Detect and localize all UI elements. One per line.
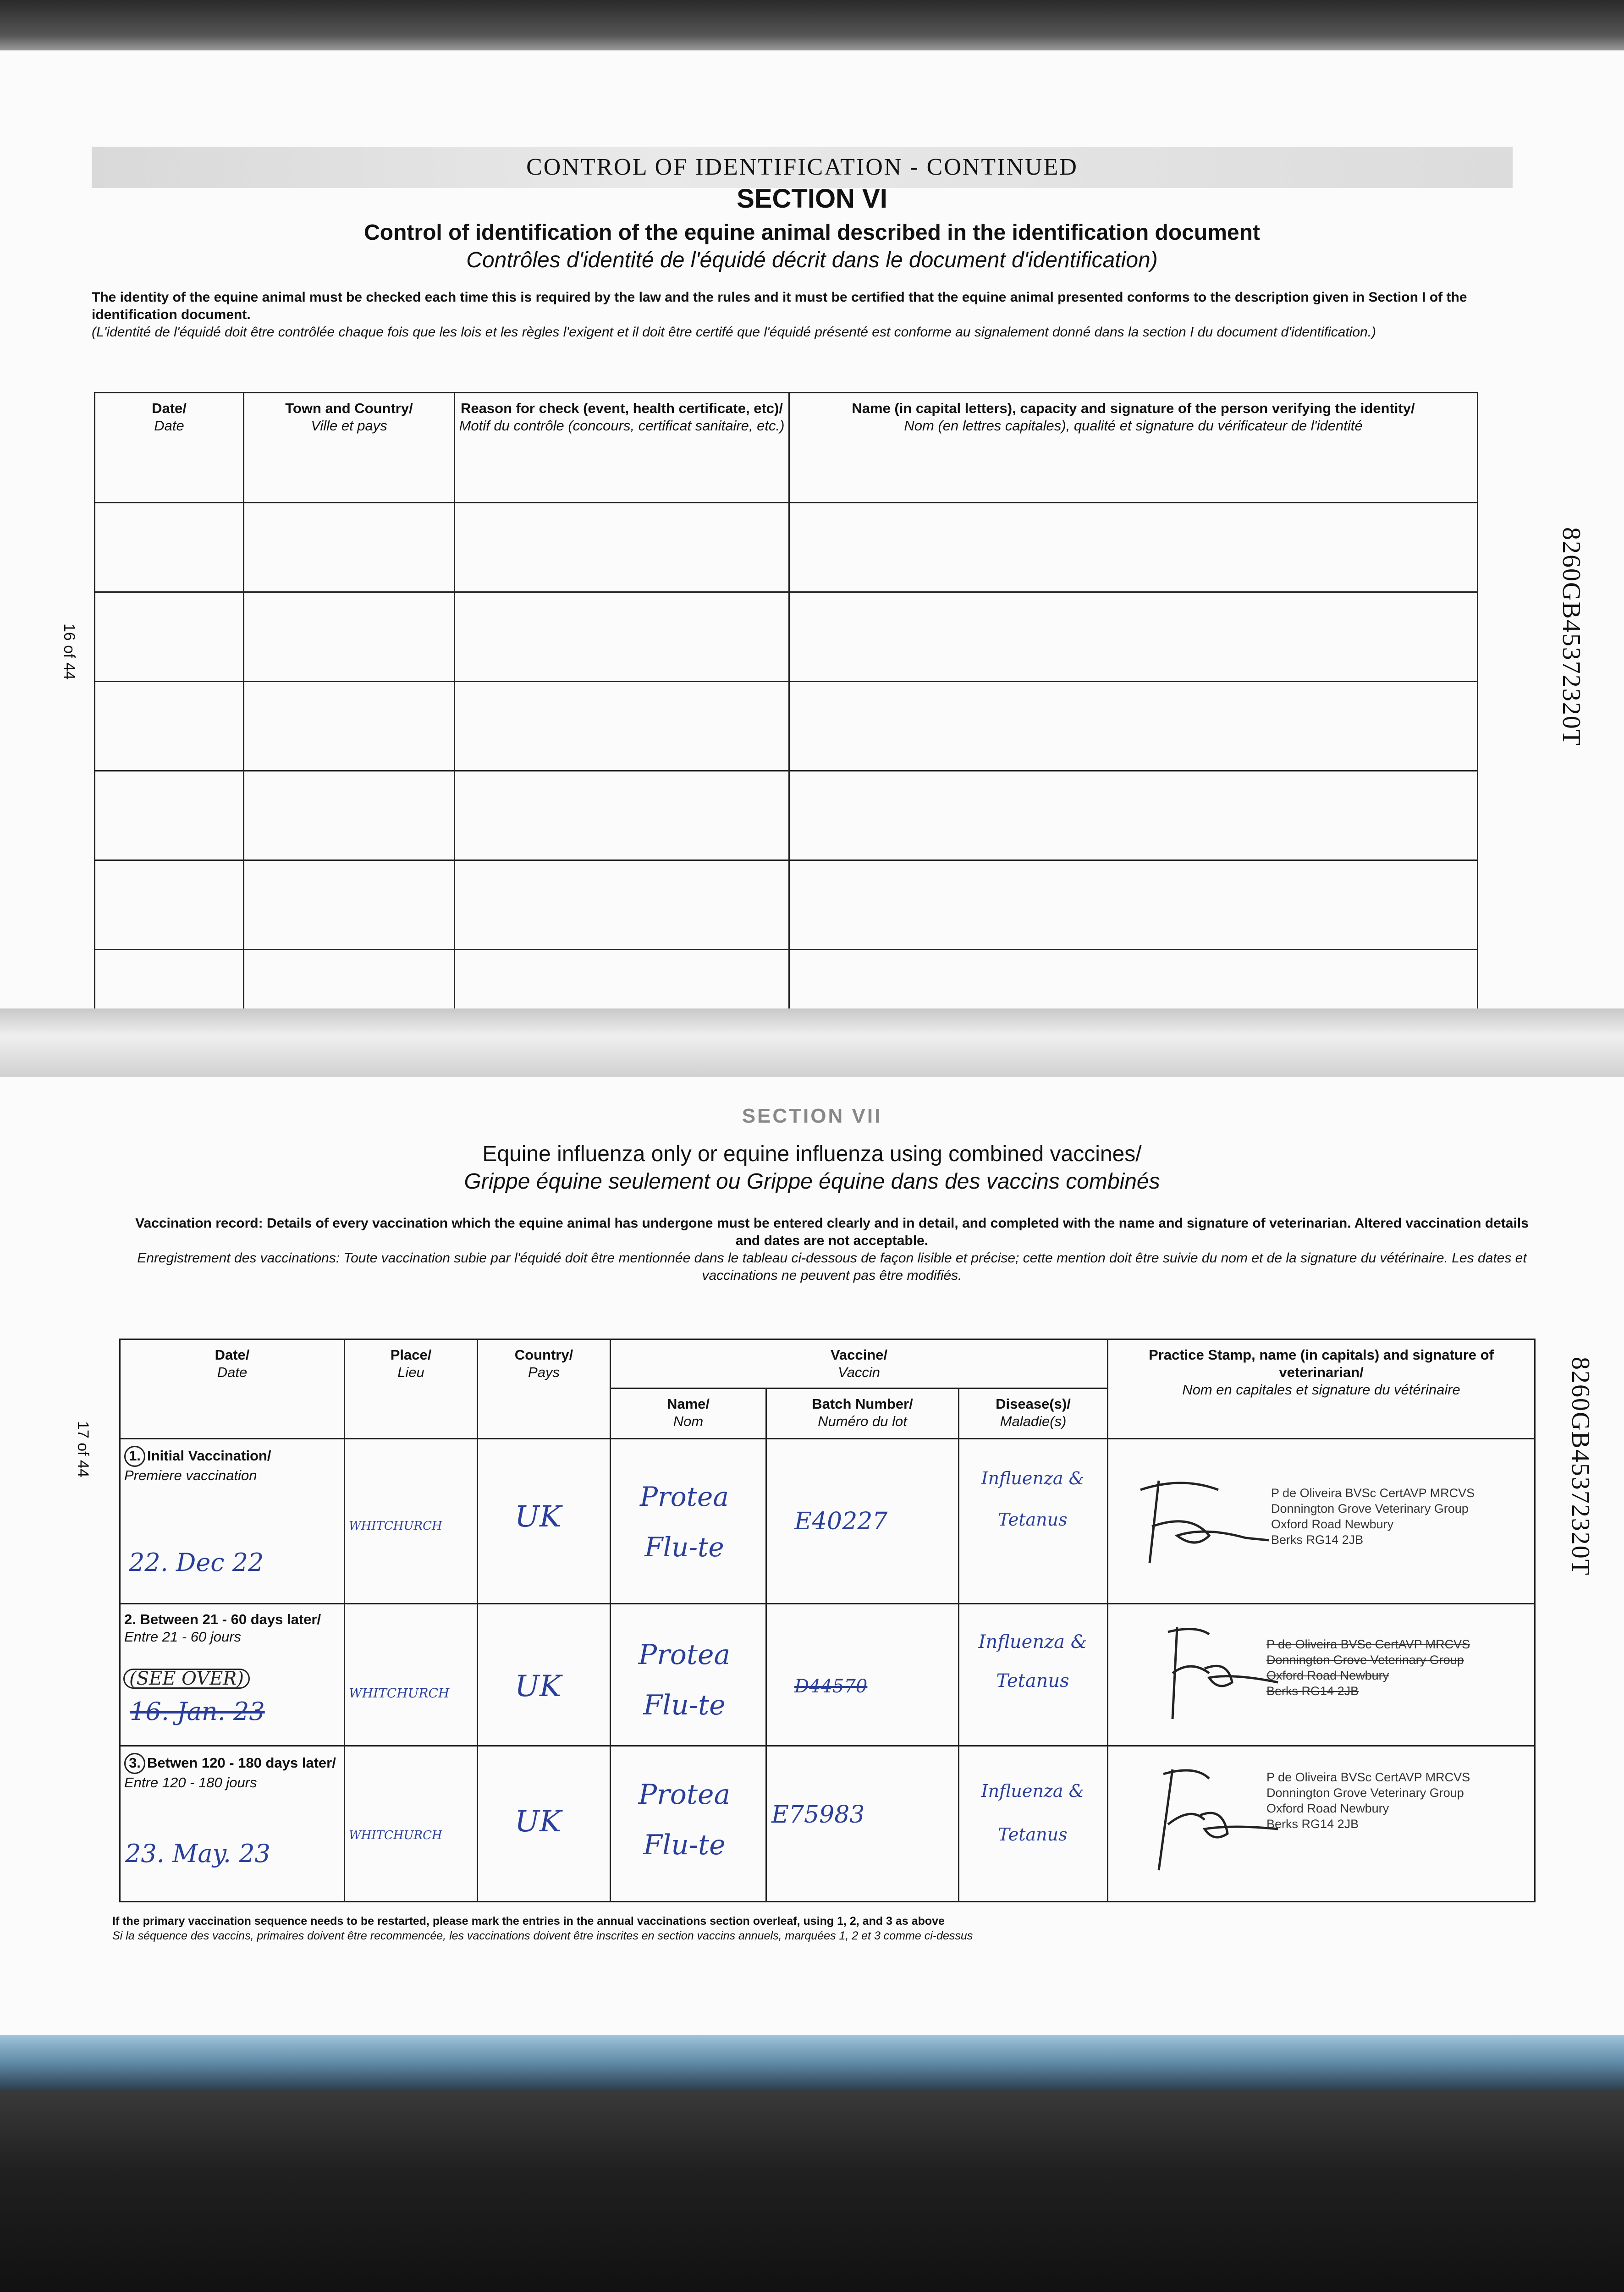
section-vi-title: SECTION VI (737, 184, 887, 214)
col-batch-number: Batch Number/ Numéro du lot (766, 1388, 959, 1439)
row-label: 2. Between 21 - 60 days later/ Entre 21 - 60 jours (SEE OVER) 16. Jan. 23 (120, 1604, 345, 1746)
vaccination-row-2 (120, 1604, 1535, 1746)
table-row (95, 950, 1478, 1019)
vaccination-instruction-fr: Enregistrement des vaccinations: Toute vaccination subie par l'équidé doit être mentionnée dans le tableau ci-dessous de façon lisible et précise; cette mention doit être suivie du nom et de la signature du vétérinaire. Les dates et vaccinations ne peuvent pas être modifiés. (137, 1251, 1527, 1283)
col-practice-stamp: Practice Stamp, name (in capitals) and signature of veterinarian/ Nom en capitales et signature du vétérinaire (1108, 1339, 1535, 1439)
vaccination-instruction-en: Vaccination record: Details of every vaccination which the equine animal has undergone must be entered clearly and in detail, and completed with the name and signature of veterinarian. Altered vaccination details and dates are not acceptable. (135, 1216, 1529, 1248)
passport-page-16 (0, 50, 1624, 1043)
page-number: 17 of 44 (74, 1421, 92, 1477)
table-row (95, 771, 1478, 860)
col-vaccine: Vaccine/ Vaccin (611, 1339, 1108, 1388)
restart-footnote (112, 1914, 973, 1943)
vaccination-table (119, 1339, 1536, 1902)
batch-number-cell: D44570 (766, 1604, 959, 1746)
section-vii-heading-fr: Grippe équine seulement ou Grippe équine dans des vaccins combinés (464, 1169, 1160, 1194)
col-date: Date/ Date (95, 393, 244, 503)
passport-page-17-body (0, 1077, 1624, 2035)
disease-cell: Influenza & Tetanus (959, 1439, 1108, 1604)
vaccination-date: 22. Dec 22 (129, 1548, 264, 1577)
col-reason: Reason for check (event, health certificate, etc)/ Motif du contrôle (concours, certificat sanitaire, etc.) (455, 393, 789, 503)
table-row (95, 682, 1478, 771)
table-row (95, 503, 1478, 592)
country-cell: UK (478, 1439, 611, 1604)
vaccination-date: 23. May. 23 (125, 1839, 270, 1868)
table-row (95, 592, 1478, 682)
identity-instruction-en: The identity of the equine animal must be checked each time this is required by the law and the rules and it must be certified that the equine animal presented conforms to the description given in Section I of the identification document. (92, 290, 1467, 322)
practice-stamp: P de Oliveira BVSc CertAVP MRCVS Donnington Grove Veterinary Group Oxford Road Newbury Berks RG14 2JB (1266, 1770, 1470, 1831)
batch-number-cell: E40227 (766, 1439, 959, 1604)
disease-cell: Influenza & Tetanus (959, 1604, 1108, 1746)
practice-stamp: P de Oliveira BVSc CertAVP MRCVS Donnington Grove Veterinary Group Oxford Road Newbury Berks RG14 2JB (1271, 1486, 1475, 1547)
vet-signature-3 (1140, 1760, 1287, 1879)
passport-id: 8260GB45372320T (1566, 1357, 1595, 1576)
batch-number-cell: E75983 (766, 1746, 959, 1902)
vet-signature-1 (1127, 1471, 1273, 1577)
section-vi-heading-fr: Contrôles d'identité de l'équidé décrit dans le document d'identification) (466, 248, 1158, 272)
identity-instruction (92, 289, 1494, 341)
section-banner: CONTROL OF IDENTIFICATION - CONTINUED (92, 147, 1513, 188)
col-town-country: Town and Country/ Ville et pays (244, 393, 455, 503)
country-cell: UK (478, 1746, 611, 1902)
vaccine-name-cell: Protea Flu-te (611, 1746, 766, 1902)
scanner-edge-bottom (0, 2090, 1624, 2292)
section-vii-heading-en: Equine influenza only or equine influenza using combined vaccines/ (482, 1142, 1142, 1166)
table-row (95, 860, 1478, 950)
row-label: 3. Betwen 120 - 180 days later/ Entre 120 - 180 jours 23. May. 23 (120, 1746, 345, 1902)
restart-footnote-en: If the primary vaccination sequence needs to be restarted, please mark the entries in the annual vaccinations section overleaf, using 1, 2, and 3 as above (112, 1915, 945, 1928)
passport-id: 8260GB45372320T (1557, 527, 1585, 746)
row-label: 1. Initial Vaccination/ Premiere vaccination 22. Dec 22 (120, 1439, 345, 1604)
vaccination-row-3 (120, 1746, 1535, 1902)
place-cell: WHITCHURCH (345, 1439, 478, 1604)
identity-instruction-fr: (L'identité de l'équidé doit être contrôlée chaque fois que les lois et les règles l'exigent et il doit être certifé que l'équidé présenté est conforme au signalement donné dans la section I du document d'identification.) (92, 325, 1376, 340)
place-cell: WHITCHURCH (345, 1746, 478, 1902)
vaccination-instruction (124, 1215, 1540, 1284)
see-over-note: (SEE OVER) (123, 1669, 250, 1689)
col-country: Country/ Pays (478, 1339, 611, 1439)
practice-stamp-cell (1108, 1604, 1535, 1746)
passport-cover-edge (0, 2035, 1624, 2090)
practice-stamp-cell (1108, 1746, 1535, 1902)
scanner-edge-top (0, 0, 1624, 50)
col-date: Date/ Date (120, 1339, 345, 1439)
vet-signature-2 (1140, 1623, 1287, 1728)
section-vi-heading-en: Control of identification of the equine animal described in the identification document (364, 220, 1260, 245)
section-vii-title: SECTION VII (742, 1105, 882, 1127)
col-diseases: Disease(s)/ Maladie(s) (959, 1388, 1108, 1439)
practice-stamp-cell (1108, 1439, 1535, 1604)
place-cell: WHITCHURCH (345, 1604, 478, 1746)
identity-check-table (94, 392, 1478, 1019)
vaccine-name-cell: Protea Flu-te (611, 1439, 766, 1604)
vaccination-row-1 (120, 1439, 1535, 1604)
col-vaccine-name: Name/ Nom (611, 1388, 766, 1439)
country-cell: UK (478, 1604, 611, 1746)
page-number: 16 of 44 (61, 623, 78, 680)
col-verifier: Name (in capital letters), capacity and signature of the person verifying the identity/ Nom (en lettres capitales), qualité et signature du vérificateur de l'identité (789, 393, 1478, 503)
disease-cell: Influenza & Tetanus (959, 1746, 1108, 1902)
col-place: Place/ Lieu (345, 1339, 478, 1439)
practice-stamp: P de Oliveira BVSc CertAVP MRCVS Donnington Grove Veterinary Group Oxford Road Newbury Berks RG14 2JB (1266, 1637, 1470, 1698)
restart-footnote-fr: Si la séquence des vaccins, primaires doivent être recommencée, les vaccinations doivent être inscrites en section vaccins annuels, marquées 1, 2 et 3 comme ci-dessus (112, 1929, 973, 1942)
vaccine-name-cell: Protea Flu-te (611, 1604, 766, 1746)
vaccination-date: 16. Jan. 23 (130, 1697, 265, 1726)
